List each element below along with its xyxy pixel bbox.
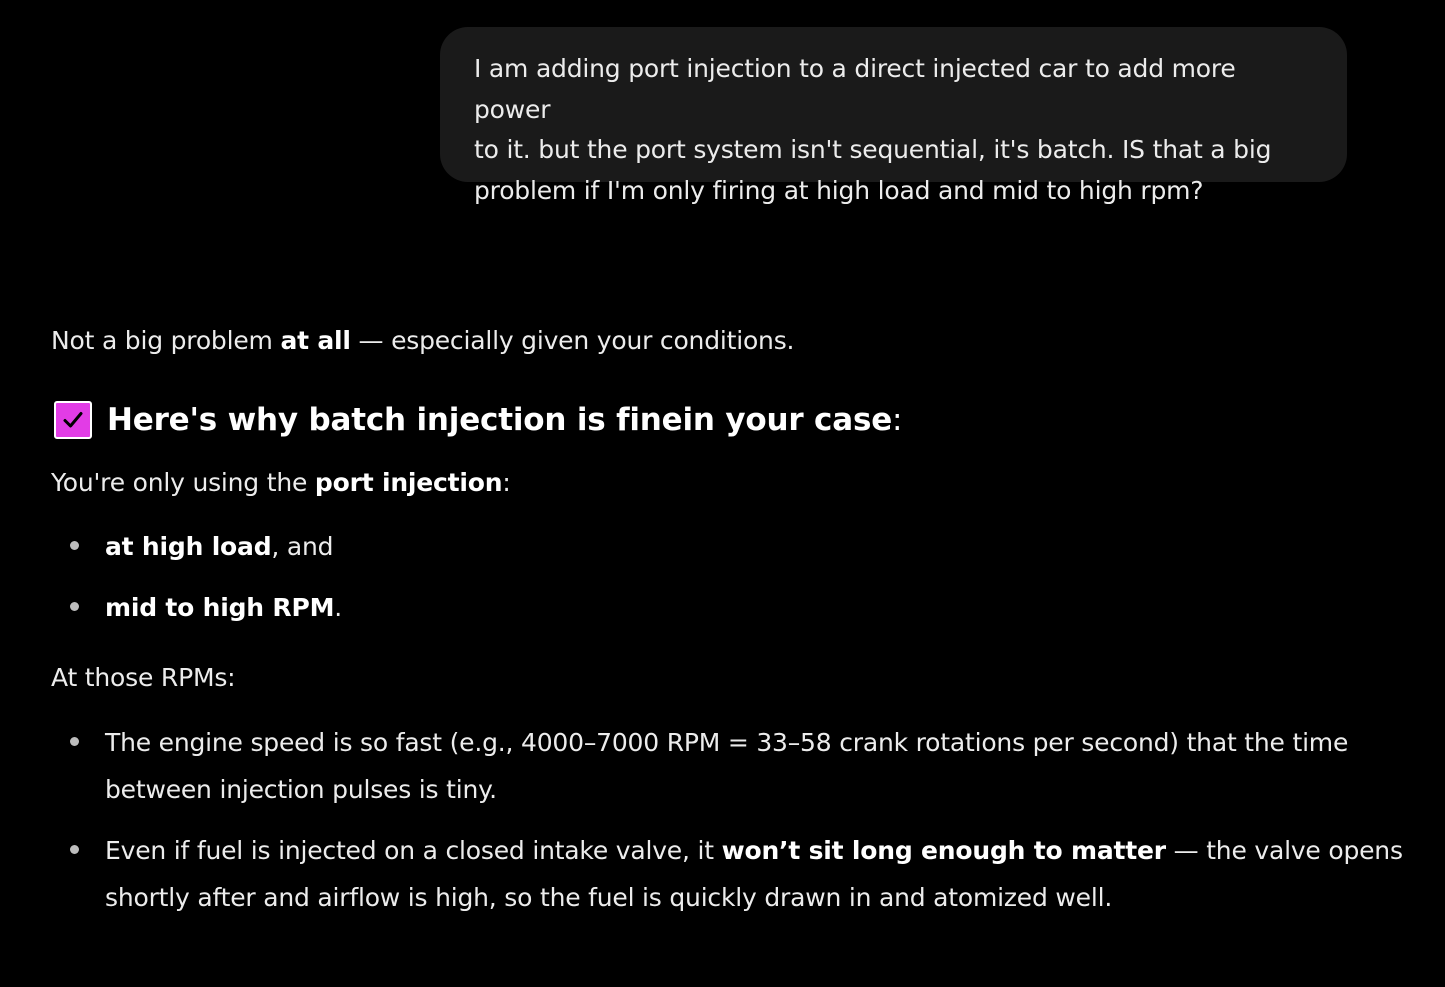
bullet-icon [70,541,79,550]
user-message-line: to it. but the port system isn't sequential, it's batch. IS that a big [474,135,1272,164]
bullet-icon [70,737,79,746]
check-box-icon [54,401,92,439]
rpm-paragraph: At those RPMs: [51,663,236,692]
user-message-bubble [440,27,1347,205]
section-heading: Here's why batch injection is fine in your case : [54,401,902,439]
user-message-line: problem if I'm only firing at high load and mid to high rpm? [474,175,1204,205]
usage-paragraph: You're only using the port injection: [51,468,511,497]
intro-paragraph: Not a big problem at all — especially given your conditions. [51,326,795,355]
bullet-icon [70,845,79,854]
bullet-icon [70,602,79,611]
user-message-line: I am adding port injection to a direct injected car to add more power [474,54,1236,124]
